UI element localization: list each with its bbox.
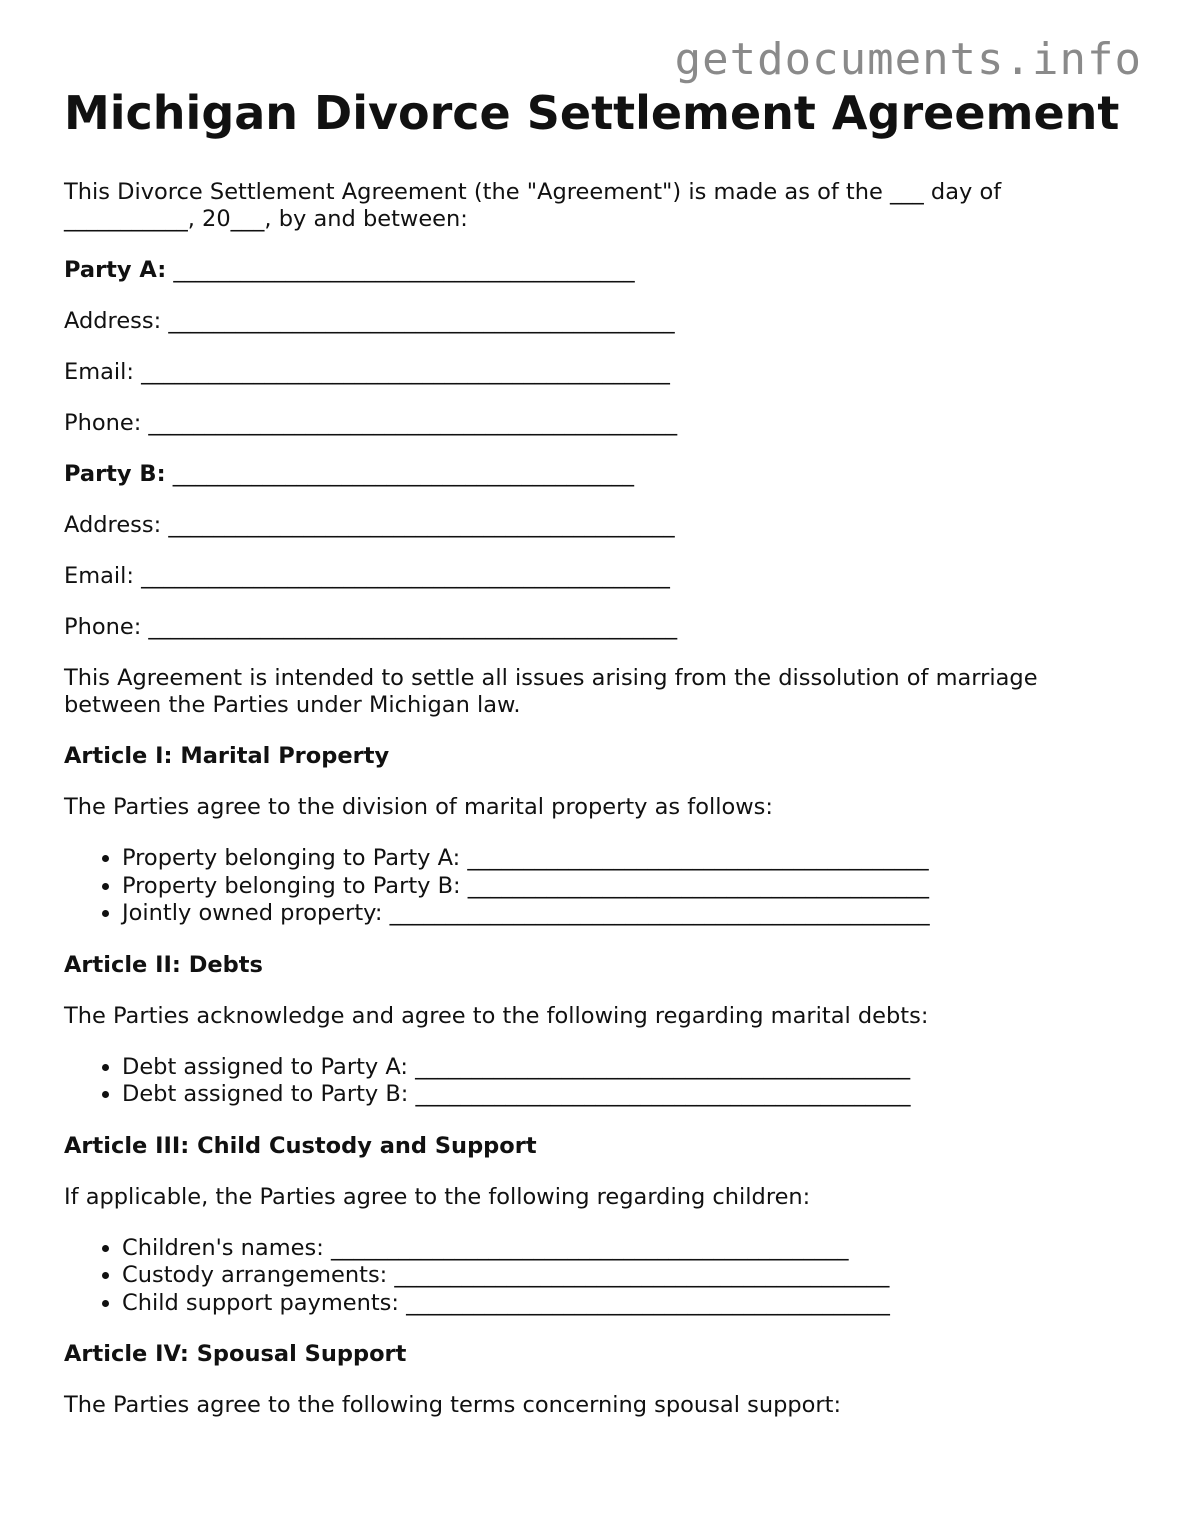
party-b-name-line [64, 461, 1124, 488]
party-a-name-blank[interactable]: _________________________________________ [173, 257, 635, 283]
list-item[interactable]: • Child support payments: ___________________________________________ [122, 1290, 1124, 1318]
list-item[interactable]: • Debt assigned to Party B: ____________________________________________ [122, 1081, 1124, 1109]
article-3-text: If applicable, the Parties agree to the following regarding children: [64, 1183, 811, 1210]
article-1-text: The Parties agree to the division of marital property as follows: [64, 794, 773, 820]
party-b-email-line[interactable]: Email: _______________________________________________ [64, 563, 670, 589]
party-b-name-blank[interactable]: _________________________________________ [172, 461, 634, 487]
article-1-heading: Article I: Marital Property [64, 743, 390, 769]
party-b-phone-line[interactable]: Phone: _______________________________________________ [64, 614, 678, 640]
party-b-address-line[interactable]: Address: _____________________________________________ [64, 512, 675, 538]
party-a-label: Party A: [64, 257, 167, 283]
watermark: getdocuments.info [674, 34, 1142, 85]
list-item[interactable]: • Property belonging to Party A: _________________________________________ [122, 845, 1124, 873]
article-4-text: The Parties agree to the following terms concerning spousal support: [64, 1392, 842, 1418]
list-item[interactable]: • Jointly owned property: ________________________________________________ [122, 900, 1124, 928]
article-3-list [64, 1235, 1124, 1318]
party-a-address-line[interactable]: Address: _____________________________________________ [64, 308, 675, 334]
article-1-list [64, 845, 1124, 928]
list-item[interactable]: • Children's names: ______________________________________________ [122, 1235, 1124, 1263]
article-3-heading: Article III: Child Custody and Support [64, 1132, 537, 1159]
article-2-heading: Article II: Debts [64, 951, 263, 978]
list-item[interactable]: • Debt assigned to Party A: ____________________________________________ [122, 1054, 1124, 1082]
list-item[interactable]: • Property belonging to Party B: _________________________________________ [122, 873, 1124, 901]
party-b-label: Party B: [64, 461, 166, 487]
article-2-list [64, 1054, 1124, 1109]
party-a-phone-line[interactable]: Phone: _______________________________________________ [64, 410, 678, 436]
article-4-heading: Article IV: Spousal Support [64, 1341, 407, 1367]
party-a-name-line [64, 257, 1124, 284]
list-item[interactable]: • Custody arrangements: ____________________________________________ [122, 1262, 1124, 1290]
document-page [64, 86, 1124, 1419]
intro-paragraph: This Divorce Settlement Agreement (the "Agreement") is made as of the ___ day of ___________, 20___, by and between: [64, 179, 1002, 232]
party-a-email-line[interactable]: Email: _______________________________________________ [64, 359, 670, 385]
document-title: Michigan Divorce Settlement Agreement [64, 86, 1120, 140]
article-2-text: The Parties acknowledge and agree to the following regarding marital debts: [64, 1002, 929, 1029]
purpose-paragraph: This Agreement is intended to settle all issues arising from the dissolution of marriage between the Parties under Michigan law. [64, 665, 1038, 718]
